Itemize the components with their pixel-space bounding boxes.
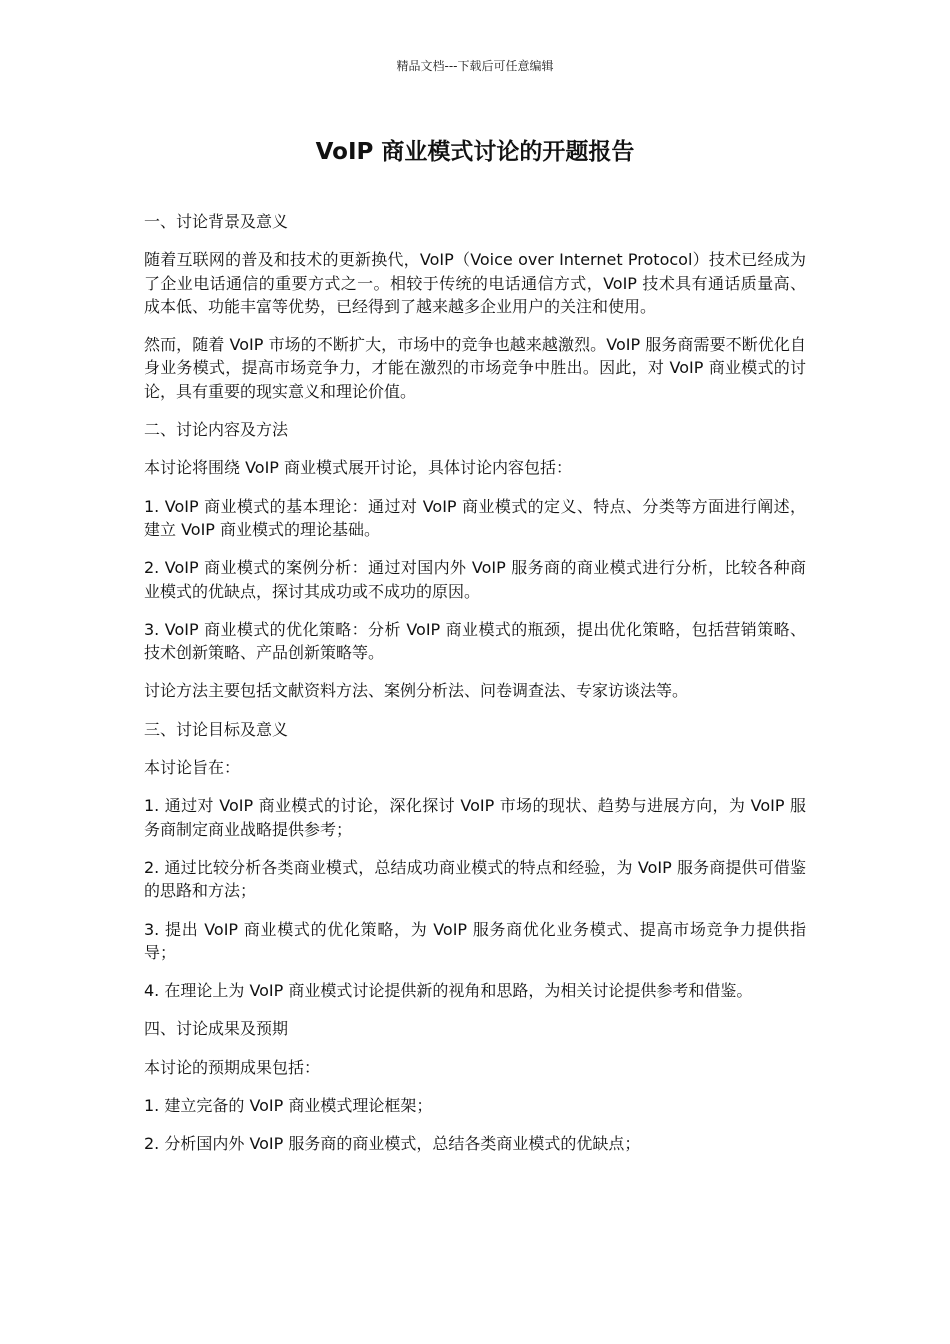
list-item-goal-3: 3. 提出 VoIP 商业模式的优化策略，为 VoIP 服务商优化业务模式、提高市场竞争力提供指导；	[144, 919, 806, 962]
paragraph-background-2: 然而，随着 VoIP 市场的不断扩大，市场中的竞争也越来越激烈。VoIP 服务商需要不断优化自身业务模式，提高市场竞争力，才能在激烈的市场竞争中胜出。因此，对 VoIP 商业模式的讨论，具有重要的现实意义和理论价值。	[144, 335, 806, 401]
list-item-content-1: 1. VoIP 商业模式的基本理论：通过对 VoIP 商业模式的定义、特点、分类等方面进行阐述，建立 VoIP 商业模式的理论基础。	[144, 496, 806, 539]
section-heading-content-method: 二、讨论内容及方法	[144, 420, 289, 440]
list-item-goal-2: 2. 通过比较分析各类商业模式，总结成功商业模式的特点和经验，为 VoIP 服务商提供可借鉴的思路和方法；	[144, 857, 806, 901]
paragraph-background-1: 随着互联网的普及和技术的更新换代，VoIP（Voice over Internet Protocol）技术已经成为了企业电话通信的重要方式之一。相较于传统的电话通信方式，VoIP 技术具有通话质量高、成本低、功能丰富等优势，已经得到了越来越多企业用户的关注和使用。	[144, 250, 806, 316]
list-item-goal-1: 1. 通过对 VoIP 商业模式的讨论，深化探讨 VoIP 市场的现状、趋势与进展方向，为 VoIP 服务商制定商业战略提供参考；	[144, 796, 806, 839]
list-item-content-2: 2. VoIP 商业模式的案例分析：通过对国内外 VoIP 服务商的商业模式进行分析，比较各种商业模式的优缺点，探讨其成功或不成功的原因。	[144, 558, 806, 601]
paragraph-goals-intro: 本讨论旨在：	[144, 758, 241, 778]
list-item-content-3: 3. VoIP 商业模式的优化策略：分析 VoIP 商业模式的瓶颈，提出优化策略，包括营销策略、技术创新策略、产品创新策略等。	[144, 619, 806, 663]
section-heading-background: 一、讨论背景及意义	[144, 212, 289, 231]
paragraph-methods: 讨论方法主要包括文献资料方法、案例分析法、问卷调查法、专家访谈法等。	[144, 681, 689, 701]
document-title: VoIP 商业模式讨论的开题报告	[315, 139, 635, 165]
paragraph-results-intro: 本讨论的预期成果包括：	[144, 1057, 321, 1077]
list-item-result-1: 1. 建立完备的 VoIP 商业模式理论框架；	[144, 1096, 433, 1116]
document-body	[144, 210, 806, 1171]
section-heading-goals: 三、讨论目标及意义	[144, 719, 289, 739]
header-note: 精品文档---下载后可任意编辑	[396, 59, 554, 73]
list-item-goal-4: 4. 在理论上为 VoIP 商业模式讨论提供新的视角和思路，为相关讨论提供参考和借鉴。	[144, 981, 753, 1001]
list-item-result-2: 2. 分析国内外 VoIP 服务商的商业模式，总结各类商业模式的优缺点；	[144, 1134, 641, 1154]
section-heading-results: 四、讨论成果及预期	[144, 1019, 289, 1039]
paragraph-content-intro: 本讨论将围绕 VoIP 商业模式展开讨论，具体讨论内容包括：	[144, 458, 573, 478]
